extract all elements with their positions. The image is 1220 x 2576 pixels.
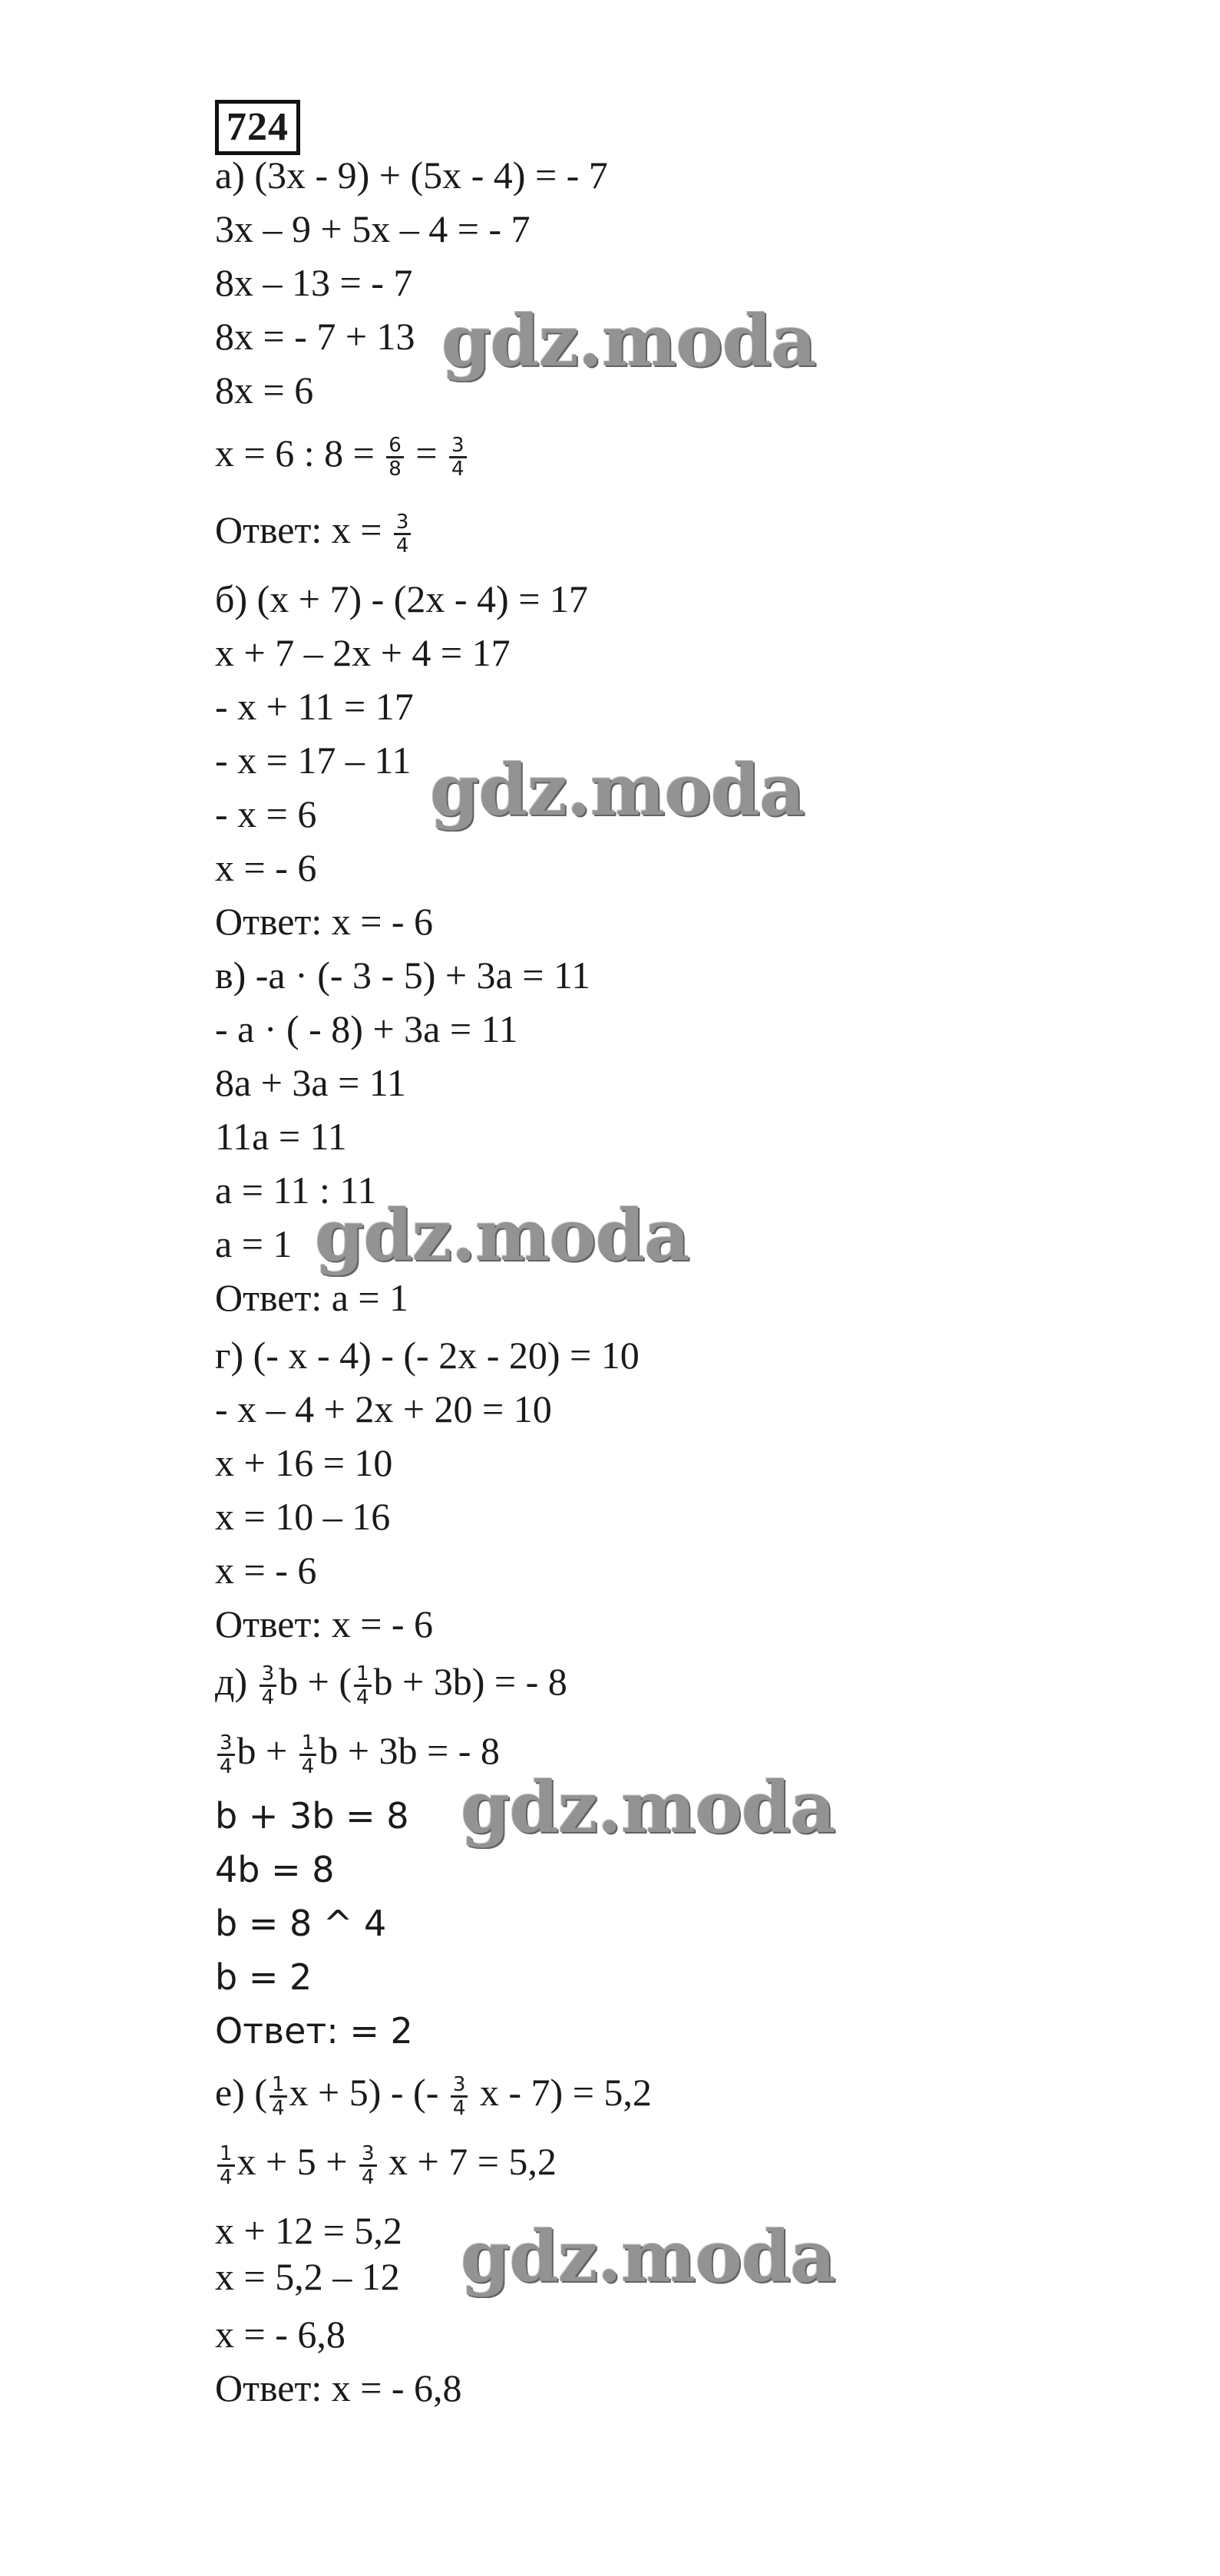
fraction <box>359 2143 377 2188</box>
answer-line: Ответ: x = - 6 <box>215 1602 434 1645</box>
fraction-denominator: 4 <box>361 2166 375 2190</box>
solution-line: - x – 4 + 2x + 20 = 10 <box>215 1387 552 1430</box>
fraction-numerator: 1 <box>354 1663 372 1687</box>
solution-line: x + 12 = 5,2 <box>215 2209 402 2252</box>
solution-line: x = - 6 <box>215 1549 317 1592</box>
solution-line: x + 16 = 10 <box>215 1441 393 1484</box>
solution-line: x = - 6,8 <box>215 2313 346 2356</box>
answer-line <box>215 507 413 557</box>
line-text: b + <box>236 1729 288 1772</box>
fraction-denominator: 4 <box>220 2166 233 2190</box>
watermark: gdz.moda <box>461 2215 835 2298</box>
fraction <box>354 1663 372 1708</box>
fraction-denominator: 4 <box>452 2097 466 2121</box>
solution-line-fraction <box>215 2138 557 2188</box>
solution-line: 11a = 11 <box>215 1115 347 1158</box>
solution-line: a = 1 <box>215 1222 293 1265</box>
watermark: gdz.moda <box>461 1766 835 1849</box>
line-text: x = 6 : 8 = <box>215 432 375 475</box>
solution-line: - x = 17 – 11 <box>215 739 412 782</box>
fraction-numerator: 3 <box>217 1732 235 1756</box>
solution-line: - x = 6 <box>215 792 317 835</box>
fraction-denominator: 4 <box>301 1755 315 1779</box>
solution-line: x = 10 – 16 <box>215 1495 391 1538</box>
fraction-numerator: 1 <box>269 2074 287 2098</box>
solution-line: x = - 6 <box>215 846 317 889</box>
fraction-numerator: 3 <box>260 1663 277 1687</box>
line-text: x - 7) = 5,2 <box>479 2071 652 2114</box>
solution-line: 8x – 13 = - 7 <box>215 261 413 304</box>
fraction <box>386 435 404 480</box>
solution-line: 3x – 9 + 5x – 4 = - 7 <box>215 207 531 250</box>
solution-line-fraction <box>215 1728 500 1777</box>
answer-line: Ответ: x = - 6 <box>215 900 434 943</box>
line-text: b + 3b = - 8 <box>319 1729 500 1772</box>
fraction <box>260 1663 277 1708</box>
solution-line-fraction <box>215 1658 567 1708</box>
solution-line: b = 2 <box>215 1956 312 1998</box>
fraction <box>299 1732 317 1777</box>
solution-line-fraction <box>215 2069 652 2119</box>
fraction-numerator: 1 <box>217 2143 235 2167</box>
solution-line: а) (3x - 9) + (5x - 4) = - 7 <box>215 154 608 197</box>
fraction <box>269 2074 287 2119</box>
fraction-denominator: 4 <box>220 1755 233 1779</box>
solution-line-fraction <box>215 430 469 480</box>
watermark: gdz.moda <box>315 1194 689 1277</box>
fraction <box>449 435 467 480</box>
fraction <box>451 2074 468 2119</box>
fraction-denominator: 4 <box>261 1686 275 1710</box>
solution-line: 8x = - 7 + 13 <box>215 315 415 358</box>
solution-line: b = 8 ^ 4 <box>215 1903 387 1944</box>
line-text: x + 7 = 5,2 <box>388 2140 557 2183</box>
problem-number-box: 724 <box>215 100 300 155</box>
fraction-numerator: 1 <box>299 1732 317 1756</box>
fraction-numerator: 3 <box>449 435 467 458</box>
watermark: gdz.moda <box>430 749 805 832</box>
solution-line: 4b = 8 <box>215 1849 335 1890</box>
solution-line: 8x = 6 <box>215 369 314 412</box>
fraction <box>394 511 412 557</box>
fraction-denominator: 4 <box>451 458 465 481</box>
fraction-numerator: 3 <box>451 2074 468 2098</box>
fraction-denominator: 4 <box>356 1686 369 1710</box>
answer-line: Ответ: = 2 <box>215 2010 413 2052</box>
fraction-numerator: 3 <box>359 2143 377 2167</box>
solution-line: b + 3b = 8 <box>215 1795 409 1837</box>
line-text: Ответ: x = <box>215 508 382 551</box>
equals-sign: = <box>415 432 438 475</box>
solution-line: в) -a · (- 3 - 5) + 3a = 11 <box>215 954 591 997</box>
solution-line: - x + 11 = 17 <box>215 685 414 728</box>
answer-line: Ответ: x = - 6,8 <box>215 2366 462 2409</box>
watermark: gdz.moda <box>441 299 816 382</box>
line-text: b + ( <box>279 1660 352 1703</box>
fraction-denominator: 8 <box>388 458 402 481</box>
answer-line: Ответ: a = 1 <box>215 1276 409 1319</box>
fraction <box>217 1732 235 1777</box>
fraction-numerator: 6 <box>386 435 404 458</box>
solution-line: г) (- x - 4) - (- 2x - 20) = 10 <box>215 1334 640 1377</box>
line-text: д) <box>215 1660 248 1703</box>
solution-line: б) (x + 7) - (2x - 4) = 17 <box>215 577 588 620</box>
line-text: е) ( <box>215 2071 267 2114</box>
fraction-numerator: 3 <box>394 511 412 535</box>
fraction-denominator: 4 <box>272 2097 285 2121</box>
fraction <box>217 2143 235 2188</box>
line-text: x + 5 + <box>236 2140 348 2183</box>
fraction-denominator: 4 <box>395 534 409 558</box>
solution-line: 8a + 3a = 11 <box>215 1061 406 1104</box>
solution-line: x + 7 – 2x + 4 = 17 <box>215 631 511 674</box>
solution-line: a = 11 : 11 <box>215 1169 377 1212</box>
line-text: b + 3b) = - 8 <box>373 1660 567 1703</box>
solution-line: - a · ( - 8) + 3a = 11 <box>215 1007 518 1050</box>
solution-line: x = 5,2 – 12 <box>215 2255 400 2298</box>
line-text: x + 5) - (- <box>289 2071 439 2114</box>
